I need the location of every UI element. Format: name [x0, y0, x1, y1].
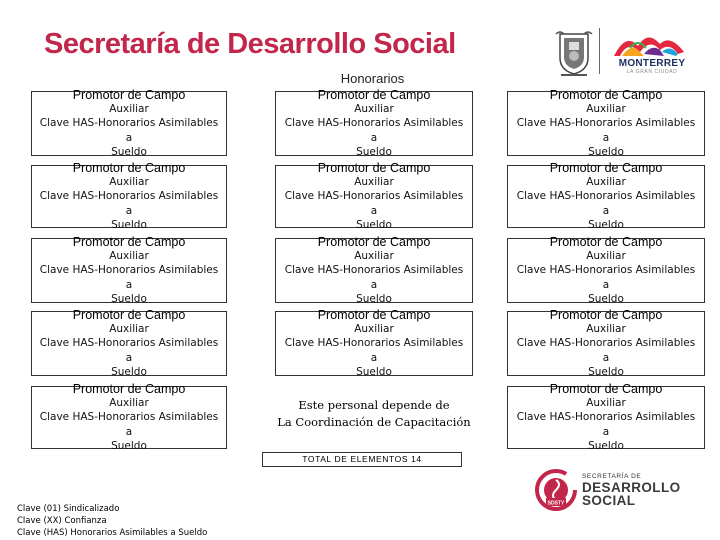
- position-key: Clave HAS-Honorarios Asimilables a: [516, 411, 696, 438]
- legend-item: Clave (01) Sindicalizado: [17, 504, 120, 514]
- position-key-cont: Sueldo: [356, 293, 392, 305]
- page-title: Secretaría de Desarrollo Social: [44, 28, 456, 60]
- position-title: Promotor de Campo: [317, 234, 431, 249]
- ds-logo-line2: SOCIAL: [582, 493, 636, 508]
- dependency-note: [274, 384, 474, 444]
- position-box: [275, 160, 473, 231]
- legend-item: Clave (XX) Confianza: [17, 516, 107, 526]
- ds-logo-text: [582, 481, 681, 507]
- position-level: Auxiliar: [354, 102, 394, 115]
- ds-logo-line1: DESARROLLO: [582, 480, 681, 495]
- position-key: Clave HAS-Honorarios Asimilables a: [284, 337, 464, 364]
- ds-logo-small: SECRETARÍA DE: [582, 473, 642, 480]
- total-elements: TOTAL DE ELEMENTOS 14: [262, 452, 462, 467]
- desarrollo-social-logo-icon: [534, 468, 578, 512]
- position-key: Clave HAS-Honorarios Asimilables a: [284, 264, 464, 291]
- seal-logo-icon: [552, 28, 596, 78]
- position-level: Auxiliar: [586, 322, 626, 335]
- position-title: Promotor de Campo: [72, 307, 186, 322]
- position-key: Clave HAS-Honorarios Asimilables a: [39, 264, 219, 291]
- position-key: Clave HAS-Honorarios Asimilables a: [516, 117, 696, 144]
- monterrey-logo-text: MONTERREY: [618, 58, 686, 69]
- page-subtitle: Honorarios: [340, 71, 405, 86]
- position-key-cont: Sueldo: [356, 146, 392, 158]
- position-box: [507, 381, 705, 452]
- legend: [17, 503, 207, 539]
- position-box: [507, 160, 705, 231]
- position-title: Promotor de Campo: [549, 307, 663, 322]
- logo-divider: [599, 28, 600, 74]
- position-box: [275, 307, 473, 378]
- position-level: Auxiliar: [354, 322, 394, 335]
- position-key-cont: Sueldo: [111, 293, 147, 305]
- position-box: [31, 160, 227, 231]
- position-level: Auxiliar: [586, 175, 626, 188]
- position-title: Promotor de Campo: [549, 160, 663, 175]
- position-level: Auxiliar: [109, 322, 149, 335]
- position-key: Clave HAS-Honorarios Asimilables a: [39, 337, 219, 364]
- position-level: Auxiliar: [354, 249, 394, 262]
- position-key-cont: Sueldo: [588, 440, 624, 452]
- position-key: Clave HAS-Honorarios Asimilables a: [284, 190, 464, 217]
- position-level: Auxiliar: [109, 396, 149, 409]
- position-key-cont: Sueldo: [111, 146, 147, 158]
- position-key: Clave HAS-Honorarios Asimilables a: [39, 190, 219, 217]
- position-box: [31, 381, 227, 452]
- position-level: Auxiliar: [354, 175, 394, 188]
- position-box: [31, 87, 227, 158]
- position-box: [275, 234, 473, 305]
- position-level: Auxiliar: [109, 249, 149, 262]
- position-title: Promotor de Campo: [72, 160, 186, 175]
- position-level: Auxiliar: [586, 102, 626, 115]
- position-level: Auxiliar: [586, 249, 626, 262]
- dependency-note-line2: La Coordinación de Capacitación: [277, 415, 471, 429]
- position-key-cont: Sueldo: [588, 219, 624, 231]
- position-level: Auxiliar: [109, 175, 149, 188]
- position-box: [31, 234, 227, 305]
- position-box: [31, 307, 227, 378]
- position-key: Clave HAS-Honorarios Asimilables a: [516, 190, 696, 217]
- position-title: Promotor de Campo: [549, 234, 663, 249]
- position-title: Promotor de Campo: [549, 381, 663, 396]
- position-box: [507, 234, 705, 305]
- position-level: Auxiliar: [586, 396, 626, 409]
- position-title: Promotor de Campo: [72, 87, 186, 102]
- position-key-cont: Sueldo: [356, 219, 392, 231]
- position-key-cont: Sueldo: [111, 366, 147, 378]
- position-title: Promotor de Campo: [72, 381, 186, 396]
- position-title: Promotor de Campo: [317, 87, 431, 102]
- position-box: [507, 307, 705, 378]
- position-title: Promotor de Campo: [549, 87, 663, 102]
- position-key: Clave HAS-Honorarios Asimilables a: [516, 264, 696, 291]
- position-key-cont: Sueldo: [111, 440, 147, 452]
- position-key: Clave HAS-Honorarios Asimilables a: [516, 337, 696, 364]
- legend-item: Clave (HAS) Honorarios Asimilables a Sueldo: [17, 528, 208, 538]
- position-key: Clave HAS-Honorarios Asimilables a: [39, 411, 219, 438]
- position-key-cont: Sueldo: [111, 219, 147, 231]
- position-key: Clave HAS-Honorarios Asimilables a: [39, 117, 219, 144]
- position-key-cont: Sueldo: [356, 366, 392, 378]
- ds-logo-badge: SDSTY: [547, 500, 565, 507]
- monterrey-logo-subtext: LA GRAN CIUDAD: [626, 69, 678, 75]
- position-title: Promotor de Campo: [317, 160, 431, 175]
- position-key-cont: Sueldo: [588, 146, 624, 158]
- position-box: [507, 87, 705, 158]
- position-key: Clave HAS-Honorarios Asimilables a: [284, 117, 464, 144]
- position-level: Auxiliar: [109, 102, 149, 115]
- position-key-cont: Sueldo: [588, 293, 624, 305]
- dependency-note-line1: Este personal depende de: [298, 398, 450, 412]
- position-title: Promotor de Campo: [317, 307, 431, 322]
- position-box: [275, 87, 473, 158]
- position-key-cont: Sueldo: [588, 366, 624, 378]
- position-title: Promotor de Campo: [72, 234, 186, 249]
